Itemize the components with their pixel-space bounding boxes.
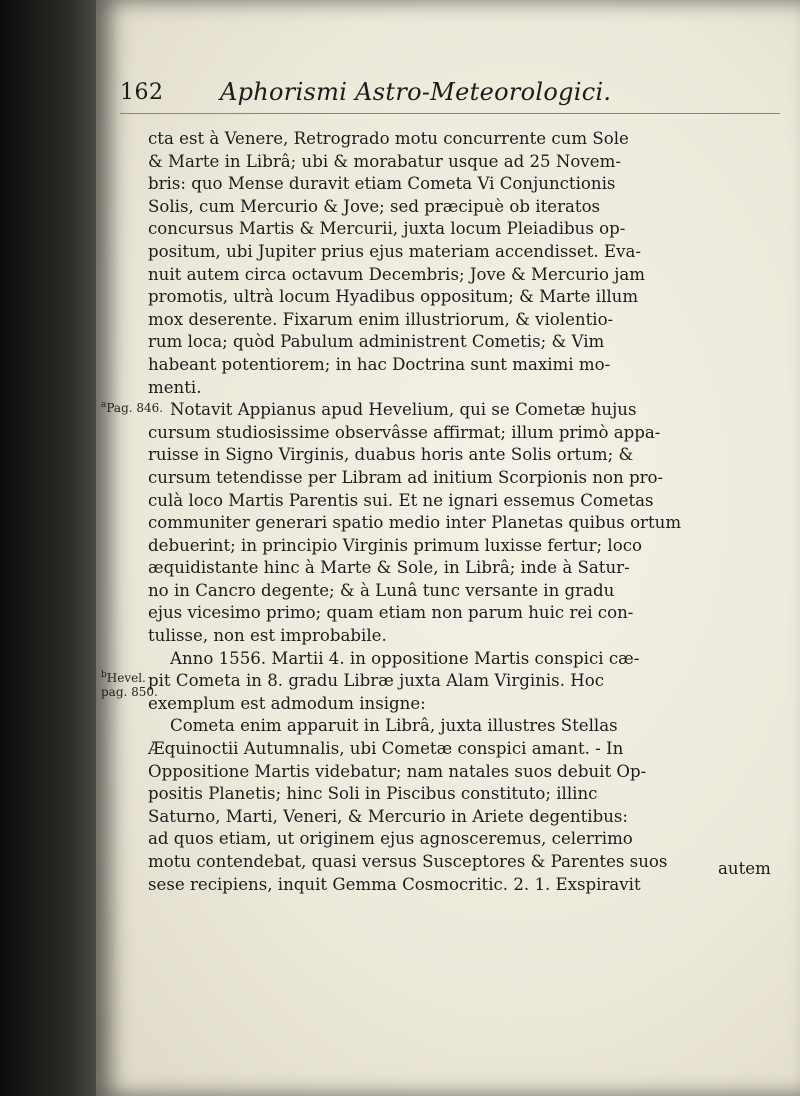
text-line: rum loca; quòd Pabulum administrent Cometis; & Vim [148,332,605,352]
text-line: cursum studiosissime observâsse affirmat; illum primò appa- [148,422,661,442]
text-line: positum, ubi Jupiter prius ejus materiam accendisset. Eva- [148,241,641,261]
text-line: promotis, ultrà locum Hyadibus oppositum; & Marte illum [148,287,639,307]
text-line: sese recipiens, inquit Gemma Cosmocritic. 2. 1. Exspiravit [148,874,641,894]
text-line: cursum tetendisse per Libram ad initium Scorpionis non pro- [148,467,664,487]
text-line: motu contendebat, quasi versus Susceptores & Parentes suos [148,852,668,871]
page-header [120,76,770,112]
text-line: Oppositione Martis videbatur; nam natales suos debuit Op- [148,761,647,781]
margin-note-a-text: Pag. 846. [106,401,164,415]
text-line: menti. [148,377,202,397]
text-line: no in Cancro degente; & à Lunâ tunc versante in gradu [148,580,615,600]
text-line: bris: quo Mense duravit etiam Cometa Vi Conjunctionis [148,174,616,194]
text-line: exemplum est admodum insigne: [148,693,426,713]
text-line: nuit autem circa octavum Decembris; Jove & Mercurio jam [148,264,645,284]
text-line: positis Planetis; hinc Soli in Piscibus constituto; illinc [148,784,598,804]
catchword: autem [718,859,771,878]
text-line: & Marte in Librâ; ubi & morabatur usque ad 25 Novem- [148,151,621,171]
body-text [148,128,788,896]
text-line: concursus Martis & Mercurii, juxta locum Pleiadibus op- [148,219,626,239]
text-line: æquidistante hinc à Marte & Sole, in Librâ; inde à Satur- [148,558,630,578]
text-line: Æquinoctii Autumnalis, ubi Cometæ conspici amant. - In [148,739,624,759]
text-line: ejus vicesimo primo; quam etiam non parum huic rei con- [148,603,634,623]
text-line: pit Cometa in 8. gradu Libræ juxta Alam Virginis. Hoc [148,671,605,691]
text-line: Saturno, Marti, Veneri, & Mercurio in Ariete degentibus: [148,806,629,826]
text-line: Solis, cum Mercurio & Jove; sed præcipuè ob iteratos [148,196,601,216]
text-line: communiter generari spatio medio inter Planetas quibus ortum [148,513,682,533]
margin-note-b-line2: pag. 850. [101,685,158,699]
running-title: Aphorismi Astro-Meteorologici. [220,78,612,106]
margin-note-a-mark: a [101,400,107,410]
text-line: ruisse in Signo Virginis, duabus horis ante Solis ortum; & [148,445,634,465]
text-line: tulisse, non est improbabile. [148,626,387,646]
text-line: debuerint; in principio Virginis primum luxisse fertur; loco [148,535,642,555]
text-line: Notavit Appianus apud Hevelium, qui se Cometæ hujus [170,400,637,420]
margin-note-b-mark: b [101,670,107,680]
text-line: Anno 1556. Martii 4. in oppositione Martis conspici cæ- [170,648,640,668]
text-line: ad quos etiam, ut originem ejus agnosceremus, celerrimo [148,829,633,849]
text-line: Cometa enim apparuit in Librâ, juxta illustres Stellas [170,716,618,736]
text-line: culà loco Martis Parentis sui. Et ne ignari essemus Cometas [148,490,654,510]
text-line: cta est à Venere, Retrogrado motu concurrente cum Sole [148,129,629,148]
header-rule [120,113,780,114]
text-line: mox deserente. Fixarum enim illustriorum, & violentio- [148,309,614,329]
page-number: 162 [120,80,164,105]
margin-note-b-line1: Hevel. [106,671,146,685]
text-line: habeant potentiorem; in hac Doctrina sunt maximi mo- [148,354,611,374]
